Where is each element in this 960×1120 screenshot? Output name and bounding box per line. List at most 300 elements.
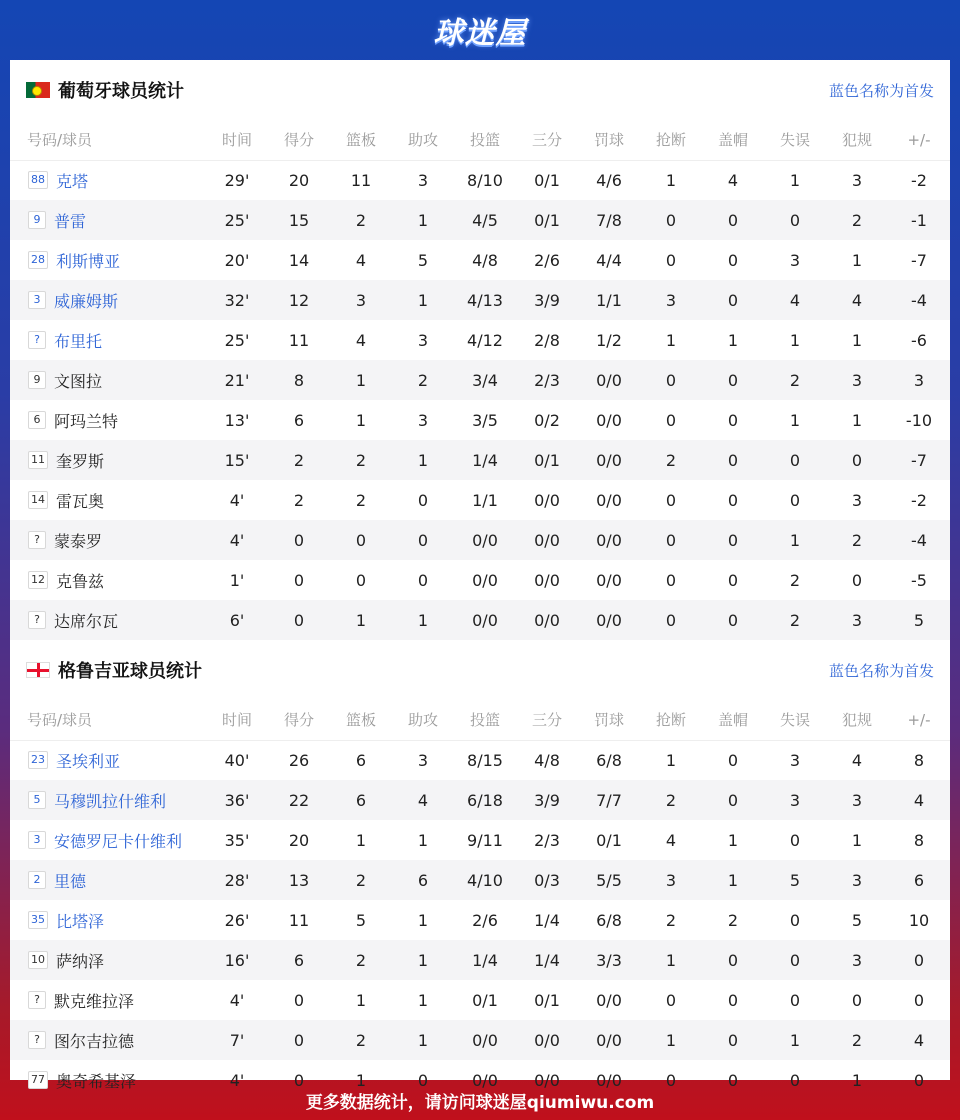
column-header: 篮板 [330, 700, 392, 740]
player-name[interactable]: 马穆凯拉什维利 [54, 791, 167, 811]
player-cell [10, 980, 206, 1020]
stat-cell: 10 [908, 910, 930, 930]
stat-cell: 3/3 [578, 940, 640, 980]
footer-promo: 更多数据统计，请访问球迷屋qiumiwu.com [305, 1092, 655, 1113]
stat-cell: 0 [727, 490, 739, 510]
jersey-number-badge: 9 [28, 211, 46, 229]
stat-cell: 28' [206, 860, 268, 900]
stat-cell: 4 [727, 170, 739, 190]
stat-cell: 26 [288, 750, 310, 770]
team-stats-title: 格鲁吉亚球员统计 [58, 661, 202, 682]
stat-cell: 0 [417, 570, 429, 590]
stat-cell: 4 [826, 280, 888, 320]
stat-cell: 3 [826, 860, 888, 900]
stat-cell: 4 [764, 280, 826, 320]
jersey-number-badge: 10 [28, 951, 48, 969]
stat-cell: 0 [851, 990, 863, 1010]
jersey-number-badge: 28 [28, 251, 48, 269]
stat-cell: -6 [911, 330, 927, 350]
stat-cell: 6 [293, 410, 305, 430]
stat-cell: 0 [268, 600, 330, 640]
player-name[interactable]: 利斯博亚 [56, 251, 121, 271]
stat-cell: 2/6 [472, 910, 498, 930]
stat-cell: 3 [826, 780, 888, 820]
column-header: 助攻 [392, 120, 454, 160]
jersey-number-badge: 5 [28, 791, 46, 809]
jersey-number-badge: 6 [28, 411, 46, 429]
stat-cell: 3/9 [516, 280, 578, 320]
stat-cell: 1 [665, 330, 677, 350]
section-title [26, 657, 202, 683]
stat-cell: 0/0 [516, 520, 578, 560]
stat-cell: 1 [789, 170, 801, 190]
stat-cell: 40' [224, 750, 250, 770]
stat-cell: 2/6 [534, 250, 560, 270]
stat-cell: 0/0 [534, 1070, 560, 1090]
stat-cell: 3 [417, 170, 429, 190]
jersey-number-badge: 9 [28, 371, 46, 389]
stat-cell: 9/11 [467, 830, 503, 850]
column-header: 投篮 [454, 700, 516, 740]
player-cell [10, 940, 206, 980]
stat-cell: 1 [665, 170, 677, 190]
stat-cell: 2 [330, 860, 392, 900]
stat-cell: 2 [764, 360, 826, 400]
column-header: 号码/球员 [10, 700, 206, 740]
stat-cell: 0 [702, 360, 764, 400]
stat-cell: -2 [911, 170, 927, 190]
stat-cell: 0 [702, 940, 764, 980]
jersey-number-badge: ? [28, 991, 46, 1009]
stat-cell: 0 [727, 570, 739, 590]
stat-cell: 0 [293, 1070, 305, 1090]
player-stats-table [10, 120, 950, 640]
player-name[interactable]: 图尔吉拉德 [54, 1031, 135, 1051]
stat-cell: 4/4 [596, 250, 622, 270]
player-cell [10, 780, 206, 820]
stat-cell: 2 [640, 780, 702, 820]
table-row [10, 980, 950, 1020]
stat-cell: 0 [665, 1070, 677, 1090]
stat-cell: 8/10 [467, 170, 503, 190]
stat-cell: 1/4 [454, 440, 516, 480]
stat-cell: 0 [702, 780, 764, 820]
stat-cell: 0/0 [578, 440, 640, 480]
stat-cell: 4' [229, 1070, 245, 1090]
player-name[interactable]: 文图拉 [54, 371, 103, 391]
stat-cell: 2 [355, 490, 367, 510]
stat-cell: 3/5 [472, 410, 498, 430]
stat-cell: 0/0 [596, 410, 622, 430]
column-header: 失误 [764, 120, 826, 160]
player-name[interactable]: 雷瓦奥 [56, 491, 105, 511]
column-header: 盖帽 [702, 120, 764, 160]
column-header: 三分 [516, 700, 578, 740]
column-header: 时间 [206, 120, 268, 160]
stat-cell: 0/0 [516, 1020, 578, 1060]
stat-cell: 0 [392, 520, 454, 560]
stat-cell: 25' [206, 200, 268, 240]
stat-cell: 7/8 [578, 200, 640, 240]
stat-cell: 5 [764, 860, 826, 900]
player-stats-table [10, 700, 950, 1100]
stat-cell: -2 [911, 490, 927, 510]
table-row [10, 320, 950, 360]
stat-cell: 3 [417, 750, 429, 770]
stat-cell: 6 [268, 940, 330, 980]
column-header: 抢断 [640, 700, 702, 740]
stat-cell: 4' [229, 990, 245, 1010]
section-title [26, 77, 184, 103]
stat-cell: 0/1 [534, 170, 560, 190]
player-name[interactable]: 萨纳泽 [56, 951, 105, 971]
stat-cell: 1 [355, 830, 367, 850]
jersey-number-badge: 88 [28, 171, 48, 189]
stat-cell: 0 [640, 360, 702, 400]
stat-cell: 3 [789, 750, 801, 770]
stat-cell: 1/4 [534, 910, 560, 930]
table-row [10, 820, 950, 860]
column-header: 得分 [268, 700, 330, 740]
player-name[interactable]: 比塔泽 [56, 911, 105, 931]
stat-cell: 0 [702, 280, 764, 320]
stat-cell: 0 [665, 250, 677, 270]
stat-cell: 0 [665, 990, 677, 1010]
stat-cell: 5 [888, 600, 950, 640]
stat-cell: 0 [789, 990, 801, 1010]
stat-cell: 1 [727, 830, 739, 850]
stat-cell: 1 [851, 1070, 863, 1090]
player-name[interactable]: 布里托 [54, 331, 103, 351]
team-section [10, 60, 950, 640]
stat-cell: 0/0 [472, 570, 498, 590]
jersey-number-badge: 11 [28, 451, 48, 469]
jersey-number-badge: 14 [28, 491, 48, 509]
stat-cell: 5 [851, 910, 863, 930]
table-row [10, 860, 950, 900]
player-cell [10, 360, 206, 400]
column-header: 罚球 [578, 700, 640, 740]
stat-cell: 1 [392, 280, 454, 320]
stat-cell: 1/4 [516, 940, 578, 980]
stat-cell: 4' [229, 490, 245, 510]
stat-cell: 1 [392, 200, 454, 240]
stat-cell: 1 [665, 750, 677, 770]
stat-cell: 1 [392, 940, 454, 980]
player-name[interactable]: 克塔 [56, 171, 89, 191]
stat-cell: 4/8 [472, 250, 498, 270]
stat-cell: 2 [293, 490, 305, 510]
stat-cell: 0/0 [578, 600, 640, 640]
stat-cell: 0/3 [516, 860, 578, 900]
jersey-number-badge: 3 [28, 291, 46, 309]
stat-cell: 1 [417, 910, 429, 930]
stat-cell: 4/12 [467, 330, 503, 350]
stat-cell: 35' [224, 830, 250, 850]
stat-cell: 1 [355, 1070, 367, 1090]
stat-cell: 3 [330, 280, 392, 320]
stat-cell: 2 [640, 440, 702, 480]
player-name[interactable]: 克鲁兹 [56, 571, 105, 591]
stat-cell: 2 [330, 440, 392, 480]
stat-cell: 6/8 [596, 910, 622, 930]
stat-cell: 4 [888, 1020, 950, 1060]
stat-cell: 5 [355, 910, 367, 930]
team-stats-title: 葡萄牙球员统计 [58, 81, 184, 102]
player-cell [10, 740, 206, 780]
stat-cell: 7' [206, 1020, 268, 1060]
stat-cell: 8 [913, 830, 925, 850]
stat-cell: 13 [268, 860, 330, 900]
stat-cell: 2 [330, 940, 392, 980]
stat-cell: 1 [851, 250, 863, 270]
stat-cell: 1/1 [472, 490, 498, 510]
stat-cell: -7 [888, 440, 950, 480]
stat-cell: 0/1 [596, 830, 622, 850]
stat-cell: 4 [888, 780, 950, 820]
player-name[interactable]: 安德罗尼卡什维利 [54, 831, 183, 851]
stat-cell: 3 [417, 410, 429, 430]
player-name[interactable]: 圣埃利亚 [56, 751, 121, 771]
stat-cell: 0 [665, 410, 677, 430]
stat-cell: 0 [665, 570, 677, 590]
stat-cell: 2 [826, 200, 888, 240]
stat-cell: 1 [702, 860, 764, 900]
stat-cell: 6 [330, 780, 392, 820]
column-header: 助攻 [392, 700, 454, 740]
stat-cell: 13' [224, 410, 250, 430]
stat-cell: 8 [268, 360, 330, 400]
jersey-number-badge: 12 [28, 571, 48, 589]
stat-cell: -10 [905, 410, 933, 430]
stat-cell: 8 [913, 750, 925, 770]
table-header-row [10, 700, 950, 740]
stat-cell: 2 [826, 520, 888, 560]
column-header: 罚球 [578, 120, 640, 160]
stat-cell: 2 [392, 360, 454, 400]
stat-cell: 2 [665, 910, 677, 930]
stat-cell: 1 [640, 1020, 702, 1060]
stat-cell: 5/5 [578, 860, 640, 900]
stat-cell: 0 [851, 570, 863, 590]
stat-cell: 0 [764, 200, 826, 240]
stat-cell: 1 [392, 600, 454, 640]
starter-legend: 蓝色名称为首发 [828, 81, 934, 100]
stat-cell: 1 [851, 410, 863, 430]
column-header: 犯规 [826, 120, 888, 160]
player-name[interactable]: 蒙泰罗 [54, 531, 103, 551]
table-row [10, 560, 950, 600]
player-name[interactable]: 普雷 [54, 211, 87, 231]
stat-cell: 0 [913, 990, 925, 1010]
stat-cell: 0 [268, 520, 330, 560]
player-cell [10, 280, 206, 320]
starter-legend: 蓝色名称为首发 [828, 661, 934, 680]
stat-cell: 15' [206, 440, 268, 480]
stat-cell: 4 [355, 330, 367, 350]
stat-cell: 0 [764, 440, 826, 480]
stat-cell: 1 [764, 520, 826, 560]
stat-cell: 20 [288, 830, 310, 850]
stat-cell: -4 [888, 280, 950, 320]
stat-cell: 8/15 [467, 750, 503, 770]
stat-cell: 6 [392, 860, 454, 900]
stat-cell: 4 [355, 250, 367, 270]
player-cell [10, 1020, 206, 1060]
stat-cell: 0 [417, 490, 429, 510]
stat-cell: 0 [789, 910, 801, 930]
stat-cell: 1 [851, 330, 863, 350]
stat-cell: 29' [224, 170, 250, 190]
stat-cell: 0 [727, 410, 739, 430]
stat-cell: 3 [789, 250, 801, 270]
stat-cell: 3 [764, 780, 826, 820]
stat-cell: 1' [229, 570, 245, 590]
stat-cell: 0 [330, 520, 392, 560]
stat-cell: 0 [665, 490, 677, 510]
stat-cell: 1 [392, 440, 454, 480]
player-name[interactable]: 达席尔瓦 [54, 611, 119, 631]
table-row [10, 1020, 950, 1060]
stat-cell: 1/2 [596, 330, 622, 350]
stat-cell: 2/8 [534, 330, 560, 350]
stat-cell: 0/0 [454, 1020, 516, 1060]
stat-cell: 2 [268, 440, 330, 480]
player-cell [10, 900, 206, 940]
stat-cell: 4/8 [534, 750, 560, 770]
jersey-number-badge: ? [28, 1031, 46, 1049]
stat-cell: 1 [355, 410, 367, 430]
stat-cell: 1 [330, 360, 392, 400]
stat-cell: 0/1 [472, 990, 498, 1010]
stat-cell: 0/0 [516, 600, 578, 640]
stat-cell: 2 [826, 1020, 888, 1060]
column-header: 号码/球员 [10, 120, 206, 160]
column-header: +/- [888, 120, 950, 160]
stat-cell: 0/0 [596, 990, 622, 1010]
stat-cell: 0 [826, 440, 888, 480]
player-cell [10, 820, 206, 860]
table-row [10, 440, 950, 480]
jersey-number-badge: 3 [28, 831, 46, 849]
stat-cell: 0/0 [578, 520, 640, 560]
stat-cell: 2 [330, 1020, 392, 1060]
section-header [10, 60, 950, 120]
stat-cell: 0 [789, 490, 801, 510]
column-header: 篮板 [330, 120, 392, 160]
stat-cell: 2 [789, 570, 801, 590]
stat-cell: 0/0 [578, 360, 640, 400]
stat-cell: 0 [888, 940, 950, 980]
table-row [10, 740, 950, 780]
stat-cell: 0/0 [596, 570, 622, 590]
stat-cell: 0/0 [472, 1070, 498, 1090]
table-header-row [10, 120, 950, 160]
jersey-number-badge: 77 [28, 1071, 48, 1089]
stat-cell: 0/0 [454, 600, 516, 640]
column-header: 得分 [268, 120, 330, 160]
stat-cell: 0 [764, 940, 826, 980]
stat-cell: 4' [206, 520, 268, 560]
stat-cell: 22 [268, 780, 330, 820]
player-name[interactable]: 奎罗斯 [56, 451, 105, 471]
column-header: 抢断 [640, 120, 702, 160]
column-header: +/- [888, 700, 950, 740]
stat-cell: 0 [727, 750, 739, 770]
stat-cell: 0/0 [596, 490, 622, 510]
column-header: 犯规 [826, 700, 888, 740]
stat-cell: 6 [888, 860, 950, 900]
stat-cell: 4 [851, 750, 863, 770]
player-name[interactable]: 里德 [54, 871, 87, 891]
table-row [10, 280, 950, 320]
player-cell [10, 440, 206, 480]
stat-cell: 0 [702, 520, 764, 560]
section-header [10, 640, 950, 700]
jersey-number-badge: ? [28, 531, 46, 549]
stat-cell: 4/10 [454, 860, 516, 900]
jersey-number-badge: ? [28, 331, 46, 349]
stat-cell: 6 [355, 750, 367, 770]
site-logo[interactable]: 球迷屋 [433, 16, 527, 51]
player-name[interactable]: 奥奇希基泽 [56, 1071, 137, 1091]
stat-cell: 1 [392, 1020, 454, 1060]
stat-cell: 0 [640, 200, 702, 240]
stat-cell: 11 [288, 910, 310, 930]
stat-cell: 0 [355, 570, 367, 590]
stat-cell: 32' [206, 280, 268, 320]
stat-cell: 1 [727, 330, 739, 350]
stat-cell: 4 [665, 830, 677, 850]
player-cell [10, 560, 206, 600]
stat-cell: 0/0 [534, 570, 560, 590]
player-name[interactable]: 阿玛兰特 [54, 411, 119, 431]
stat-cell: 0 [640, 520, 702, 560]
stat-cell: 0/0 [596, 1070, 622, 1090]
player-name[interactable]: 威廉姆斯 [54, 291, 119, 311]
stat-cell: 36' [206, 780, 268, 820]
jersey-number-badge: 23 [28, 751, 48, 769]
stat-cell: 0 [702, 440, 764, 480]
stat-cell: 0 [913, 1070, 925, 1090]
player-cell [10, 320, 206, 360]
player-name[interactable]: 默克维拉泽 [54, 991, 135, 1011]
stat-cell: 1 [789, 330, 801, 350]
stat-cell: -1 [888, 200, 950, 240]
table-row [10, 940, 950, 980]
georgia-flag-icon [26, 662, 50, 678]
stat-cell: 3 [640, 860, 702, 900]
stat-cell: 25' [224, 330, 250, 350]
player-cell [10, 200, 206, 240]
stat-cell: 0 [727, 1070, 739, 1090]
stat-cell: 1 [355, 990, 367, 1010]
stat-cell: 0/1 [516, 440, 578, 480]
stat-cell: 3 [851, 490, 863, 510]
stat-cell: 2/3 [534, 830, 560, 850]
stat-cell: 3 [640, 280, 702, 320]
stat-cell: 1 [330, 600, 392, 640]
stat-cell: -7 [911, 250, 927, 270]
portugal-flag-icon [26, 82, 50, 98]
table-row [10, 400, 950, 440]
stat-cell: -5 [911, 570, 927, 590]
stat-cell: 0/0 [578, 1020, 640, 1060]
stat-cell: 0 [293, 990, 305, 1010]
stat-cell: 0 [702, 600, 764, 640]
stat-cell: -4 [888, 520, 950, 560]
stat-cell: 21' [206, 360, 268, 400]
